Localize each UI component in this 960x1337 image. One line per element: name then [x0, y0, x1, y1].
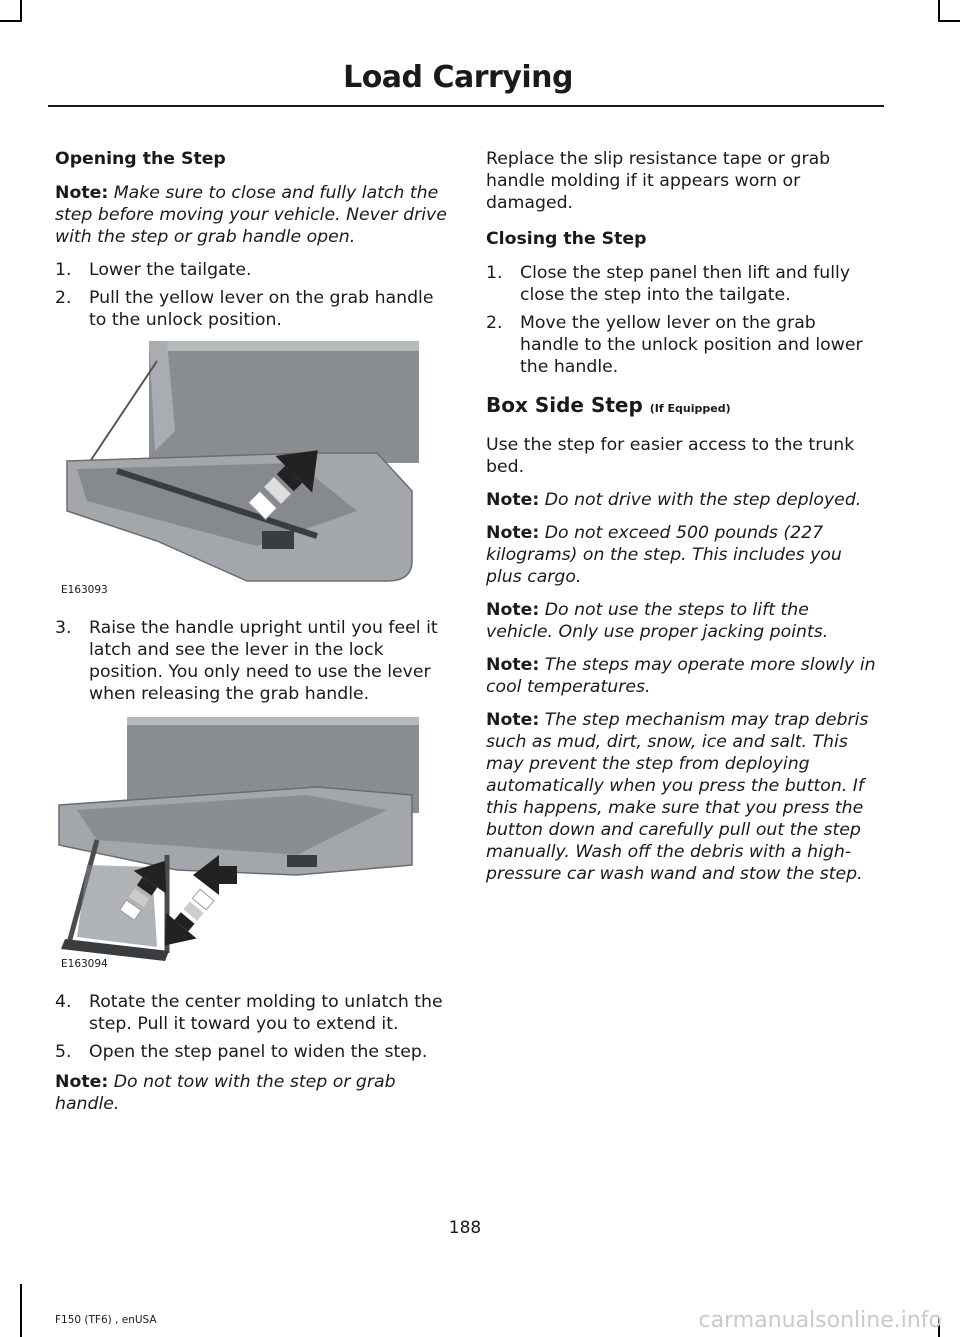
list-item [486, 262, 880, 306]
extended-step-illustration [57, 715, 419, 977]
note-text: Make sure to close and fully latch the step before moving your vehicle. Never drive with the step or grab handle open. [55, 183, 447, 247]
note-label: Note: [486, 490, 540, 510]
tailgate-illustration [57, 341, 419, 603]
left-column [55, 148, 455, 1126]
note-label: Note: [55, 183, 109, 203]
heading-text: Box Side Step [486, 393, 643, 417]
section-heading-closing: Closing the Step [486, 229, 647, 249]
section-heading-opening: Opening the Step [55, 149, 226, 169]
note-text: The steps may operate more slowly in cool temperatures. [486, 655, 876, 697]
step-number: 1. [486, 263, 503, 283]
note [55, 182, 455, 248]
figure-code: E163093 [61, 584, 108, 596]
list-item [55, 287, 455, 331]
step-text: Rotate the center molding to unlatch the step. Pull it toward you to extend it. [89, 992, 443, 1034]
box-intro: Use the step for easier access to the trunk bed. [486, 435, 855, 477]
note-label: Note: [486, 523, 540, 543]
step-text: Open the step panel to widen the step. [89, 1042, 428, 1062]
note [486, 599, 880, 643]
note [486, 709, 880, 885]
step-text: Close the step panel then lift and fully close the step into the tailgate. [520, 263, 851, 305]
watermark: carmanualsonline.info [698, 1308, 942, 1333]
step-number: 2. [55, 288, 72, 308]
note-label: Note: [55, 1072, 109, 1092]
note [486, 489, 880, 511]
step-number: 4. [55, 992, 72, 1012]
heading-qualifier: (If Equipped) [649, 402, 731, 415]
step-number: 3. [55, 618, 72, 638]
document-id: F150 (TF6) , enUSA [55, 1314, 157, 1326]
note-text: Do not use the steps to lift the vehicle. Only use proper jacking points. [486, 600, 829, 642]
note-label: Note: [486, 710, 540, 730]
section-heading-box-side-step [486, 394, 880, 420]
intro-paragraph: Replace the slip resistance tape or grab handle molding if it appears worn or damaged. [486, 149, 831, 213]
note [55, 1071, 455, 1115]
note-label: Note: [486, 600, 540, 620]
list-item [55, 991, 455, 1035]
list-item [55, 617, 455, 705]
note-text: Do not drive with the step deployed. [544, 490, 862, 510]
list-item [486, 312, 880, 378]
note-text: The step mechanism may trap debris such as mud, dirt, snow, ice and salt. This may prevent the step from deploying automatically when you press the button. If this happens, make sure that you press the button down and carefully pull out the step manually. Wash off the debris with a high-pressure car wash wand and stow the step. [486, 710, 869, 884]
crop-mark [938, 20, 960, 22]
step-number: 2. [486, 313, 503, 333]
note-label: Note: [486, 655, 540, 675]
note-text: Do not tow with the step or grab handle. [55, 1072, 396, 1114]
crop-mark [0, 20, 22, 22]
step-text: Pull the yellow lever on the grab handle to the unlock position. [89, 288, 434, 330]
step-text: Raise the handle upright until you feel it latch and see the lever in the lock position. You only need to use the lever when releasing the grab handle. [89, 618, 438, 704]
crop-mark [20, 1284, 22, 1337]
note-text: Do not exceed 500 pounds (227 kilograms) on the step. This includes you plus cargo. [486, 523, 842, 587]
step-text: Move the yellow lever on the grab handle to the unlock position and lower the handle. [520, 313, 863, 377]
step-number: 5. [55, 1042, 72, 1062]
note [486, 654, 880, 698]
list-item [55, 259, 455, 281]
right-column [486, 148, 880, 896]
page-number: 188 [448, 1218, 482, 1238]
step-number: 1. [55, 260, 72, 280]
list-item [55, 1041, 455, 1063]
figure-code: E163094 [61, 958, 108, 970]
step-text: Lower the tailgate. [89, 260, 252, 280]
figure-tailgate-step-lever [57, 341, 419, 603]
header-rule [48, 105, 884, 107]
figure-extended-step [57, 715, 419, 977]
crop-mark [938, 0, 940, 22]
note [486, 522, 880, 588]
page-title: Load Carrying [343, 60, 573, 95]
crop-mark [20, 0, 22, 22]
